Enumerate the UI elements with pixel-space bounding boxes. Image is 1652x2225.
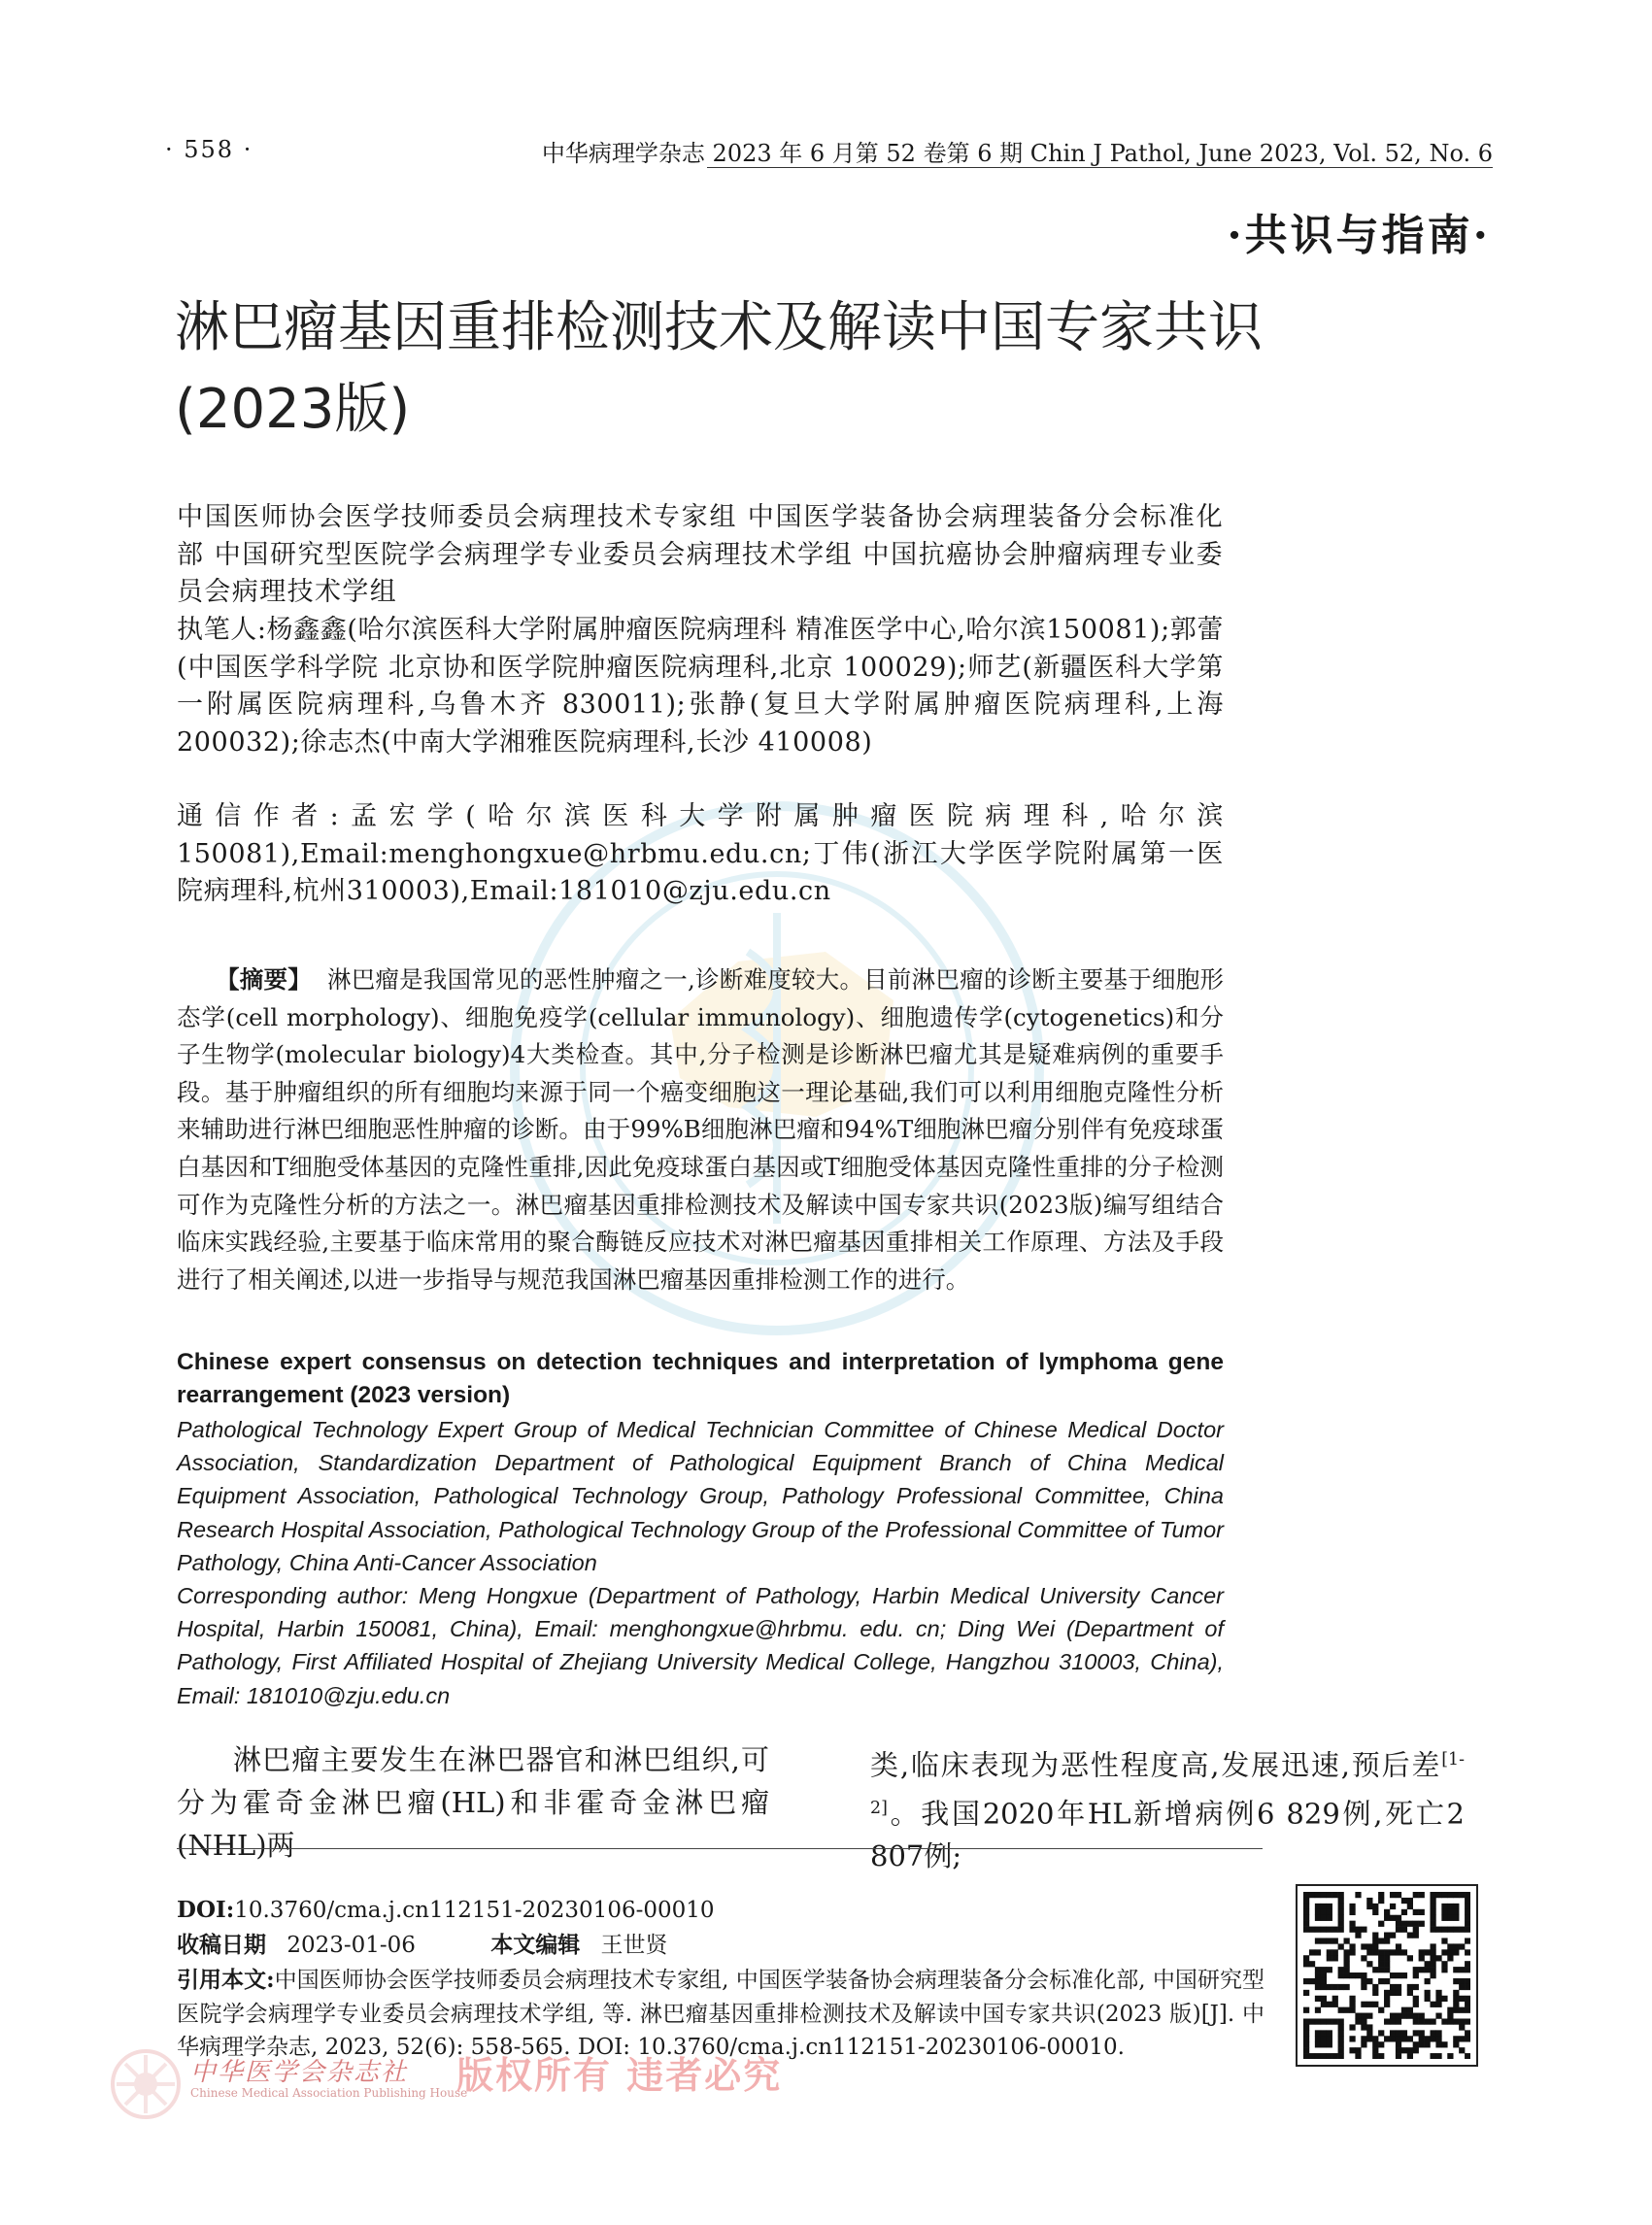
doi-label: DOI: xyxy=(177,1897,235,1923)
section-tag: ·共识与指南· xyxy=(1227,211,1491,260)
body-column-left: 淋巴瘤主要发生在淋巴器官和淋巴组织,可分为霍奇金淋巴瘤(HL)和非霍奇金淋巴瘤(NHL)两 xyxy=(177,1743,769,1862)
body-column-right xyxy=(870,1738,1465,1877)
abstract-cn xyxy=(177,961,1224,1298)
publisher-name-en: Chinese Medical Association Publishing House xyxy=(190,2086,468,2100)
corresponding-author-cn: 通信作者:孟宏学(哈尔滨医科大学附属肿瘤医院病理科,哈尔滨 150081),Email:menghongxue@hrbmu.edu.cn;丁伟(浙江大学医学院附属第一医院病理科,杭州310003),Email:181010@zju.edu.cn xyxy=(177,801,1224,906)
cite-label: 引用本文: xyxy=(177,1967,275,1993)
qr-code-image xyxy=(1303,1892,1470,2059)
received-label: 收稿日期 xyxy=(177,1932,266,1958)
writers-cn: 执笔人:杨鑫鑫(哈尔滨医科大学附属肿瘤医院病理科 精准医学中心,哈尔滨150081);郭蕾(中国医学科学院 北京协和医学院肿瘤医院病理科,北京 100029);师艺(新疆医科大学第一附属医院病理科,乌鲁木齐 830011);张静(复旦大学附属肿瘤医院病理科,上海 200032);徐志杰(中南大学湘雅医院病理科,长沙 410008) xyxy=(177,615,1224,758)
doi-line xyxy=(177,1894,715,1927)
doi-link[interactable]: 10.3760/cma.j.cn112151-20230106-00010 xyxy=(234,1898,715,1923)
running-header: 中华病理学杂志 2023 年 6 月第 52 卷第 6 期 Chin J Pathol, June 2023, Vol. 52, No. 6 xyxy=(541,140,1493,167)
footnote-rule xyxy=(177,1848,1263,1849)
author-groups-cn: 中国医师协会医学技师委员会病理技术专家组 中国医学装备协会病理装备分会标准化部 中国研究型医院学会病理学专业委员会病理技术学组 中国抗癌协会肿瘤病理专业委员会病理技术学组 xyxy=(177,502,1224,607)
body-text: 。我国2020年HL新增病例6 829例,死亡2 807例; xyxy=(870,1797,1465,1873)
publisher-logo xyxy=(109,2047,183,2125)
body-text: 类,临床表现为恶性程度高,发展迅速,预后差 xyxy=(870,1748,1442,1782)
publisher-name: 中华医学会杂志社 xyxy=(190,2058,409,2087)
header-rule xyxy=(707,167,1493,168)
citation-text: 中国医师协会医学技师委员会病理技术专家组, 中国医学装备协会病理装备分会标准化部, 中国研究型医院学会病理学专业委员会病理技术学组, 等. 淋巴瘤基因重排检测技术及解读中国专家共识(2023 版)[J]. 中华病理学杂志, 2023, 52(6): 558-565. DOI: 10.3760/cma.j.cn112151-20230106-00010. xyxy=(177,1968,1264,2060)
reference-marker[interactable]: [1-2] xyxy=(870,1750,1465,1818)
editor-label: 本文编辑 xyxy=(490,1932,581,1958)
english-corresponding-author: Corresponding author: Meng Hongxue (Department of Pathology, Harbin Medical University Cancer Hospital, Harbin 150081, China), Email: menghongxue@hrbmu. edu. cn; Ding Wei (Department of Pathology, First Affiliated Hospital of Zhejiang University Medical College, Hangzhou 310003, China), Email: 181010@zju.edu.cn xyxy=(177,1583,1224,1708)
qr-code[interactable] xyxy=(1296,1884,1478,2067)
abstract-text: 淋巴瘤是我国常见的恶性肿瘤之一,诊断难度较大。目前淋巴瘤的诊断主要基于细胞形态学(cell morphology)、细胞免疫学(cellular immunology)、细胞遗传学(cytogenetics)和分子生物学(molecular biology)4大类检查。其中,分子检测是诊断淋巴瘤尤其是疑难病例的重要手段。基于肿瘤组织的所有细胞均来源于同一个癌变细胞这一理论基础,我们可以利用细胞克隆性分析来辅助进行淋巴细胞恶性肿瘤的诊断。由于99%B细胞淋巴瘤和94%T细胞淋巴瘤分别伴有免疫球蛋白基因和T细胞受体基因的克隆性重排,因此免疫球蛋白基因或T细胞受体基因克隆性重排的分子检测可作为克隆性分析的方法之一。淋巴瘤基因重排检测技术及解读中国专家共识(2023版)编写组结合临床实践经验,主要基于临床常用的聚合酶链反应技术对淋巴瘤基因重排相关工作原理、方法及手段进行了相关阐述,以进一步指导与规范我国淋巴瘤基因重排检测工作的进行。 xyxy=(177,965,1224,1294)
page-number: · 558 · xyxy=(165,136,253,163)
received-date: 2023-01-06 xyxy=(287,1933,416,1958)
received-line xyxy=(177,1929,668,1962)
editor-name: 王世贤 xyxy=(600,1933,668,1958)
article-title: 淋巴瘤基因重排检测技术及解读中国专家共识(2023版) xyxy=(175,296,1263,441)
copyright-notice: 版权所有 违者必究 xyxy=(456,2053,783,2097)
abstract-heading: 【摘要】 xyxy=(216,965,312,994)
english-title: Chinese expert consensus on detection techniques and interpretation of lymphoma gene rearrangement (2023 version) xyxy=(177,1349,1224,1408)
english-authors: Pathological Technology Expert Group of Medical Technician Committee of Chinese Medical Doctor Association, Standardization Department of Pathological Equipment Branch of China Medical Equipment Association, Pathological Technology Group, Pathology Professional Committee, China Research Hospital Association, Pathological Technology Group of the Professional Committee of Tumor Pathology, China Anti-Cancer Association xyxy=(177,1417,1224,1575)
